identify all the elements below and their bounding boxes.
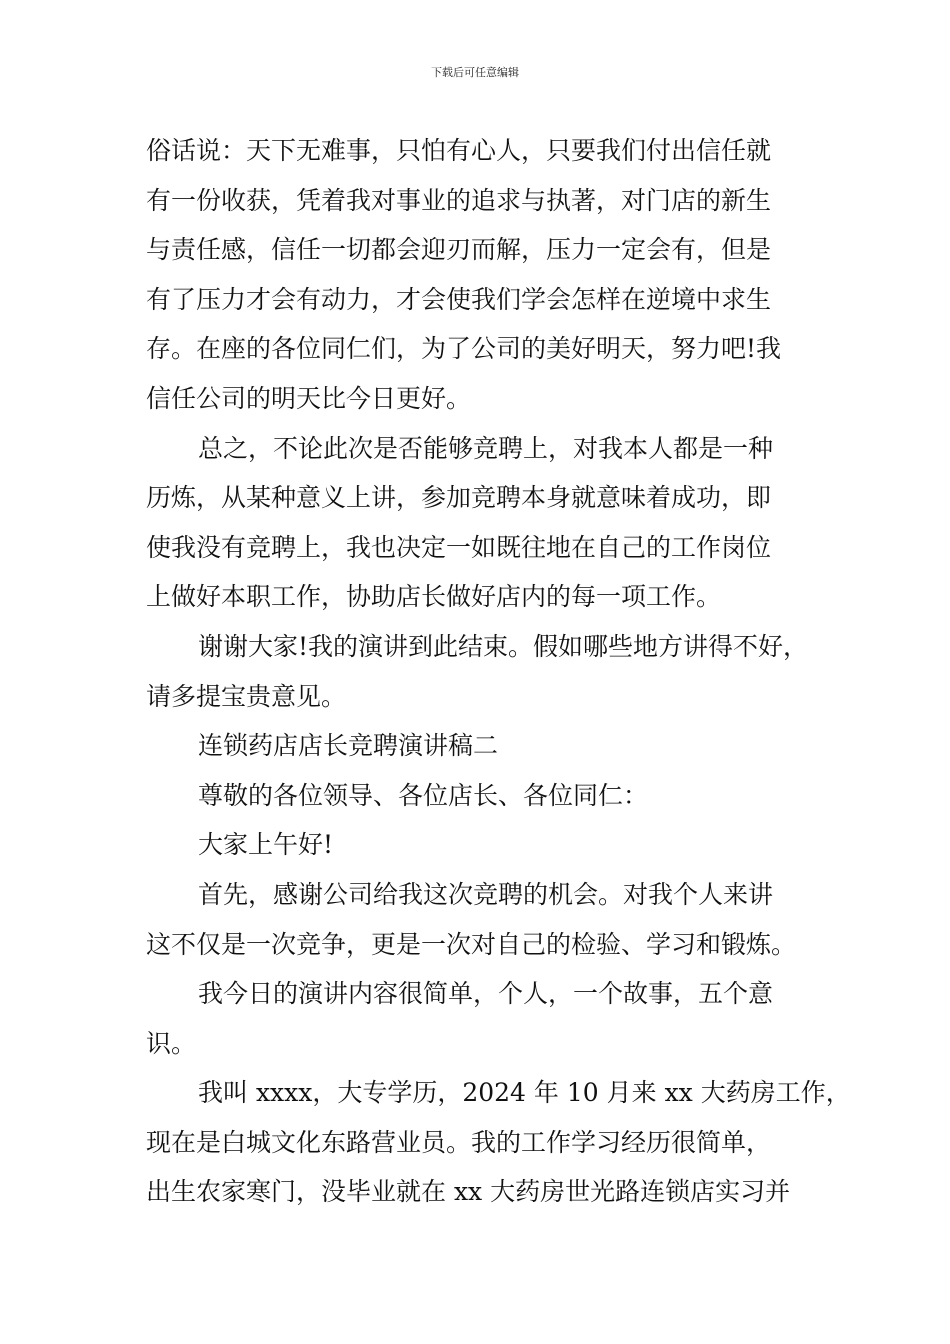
text-line: 存。在座的各位同仁们，为了公司的美好明天，努力吧!我 xyxy=(146,334,782,364)
text-line: 出生农家寒门，没毕业就在 xx 大药房世光路连锁店实习并 xyxy=(146,1177,791,1207)
document-body xyxy=(146,126,851,1217)
text-line: 上做好本职工作，协助店长做好店内的每一项工作。 xyxy=(146,582,722,612)
text-line: 首先，感谢公司给我这次竞聘的机会。对我个人来讲 xyxy=(198,879,774,909)
text-line: 总之，不论此次是否能够竞聘上，对我本人都是一种 xyxy=(198,433,774,463)
text-line: 有了压力才会有动力，才会使我们学会怎样在逆境中求生 xyxy=(146,284,772,314)
text-line: 有一份收获，凭着我对事业的追求与执著，对门店的新生 xyxy=(146,185,772,215)
text-line: 与责任感，信任一切都会迎刃而解，压力一定会有，但是 xyxy=(146,235,772,265)
text-line: 我今日的演讲内容很简单，个人，一个故事，五个意 xyxy=(198,979,774,1009)
text-line: 我叫 xxxx，大专学历，2024 年 10 月来 xx 大药房工作， xyxy=(198,1078,851,1108)
text-line: 识。 xyxy=(146,1028,197,1058)
page-header: 下载后可任意编辑 xyxy=(431,66,519,79)
greeting: 大家上午好! xyxy=(198,830,334,860)
text-line: 请多提宝贵意见。 xyxy=(146,681,347,711)
text-line: 这不仅是一次竞争，更是一次对自己的检验、学习和锻炼。 xyxy=(146,929,797,959)
text-line: 使我没有竞聘上，我也决定一如既往地在自己的工作岗位 xyxy=(146,532,772,562)
text-line: 俗话说：天下无难事，只怕有心人，只要我们付出信任就 xyxy=(146,136,772,165)
text-line: 历炼，从某种意义上讲，参加竞聘本身就意味着成功，即 xyxy=(146,483,772,513)
text-line: 信任公司的明天比今日更好。 xyxy=(146,383,472,413)
salutation: 尊敬的各位领导、各位店长、各位同仁： xyxy=(198,780,649,810)
section-title: 连锁药店店长竞聘演讲稿二 xyxy=(198,731,499,761)
text-line: 现在是白城文化东路营业员。我的工作学习经历很简单， xyxy=(146,1127,772,1157)
text-line: 谢谢大家!我的演讲到此结束。假如哪些地方讲得不好， xyxy=(198,631,809,661)
